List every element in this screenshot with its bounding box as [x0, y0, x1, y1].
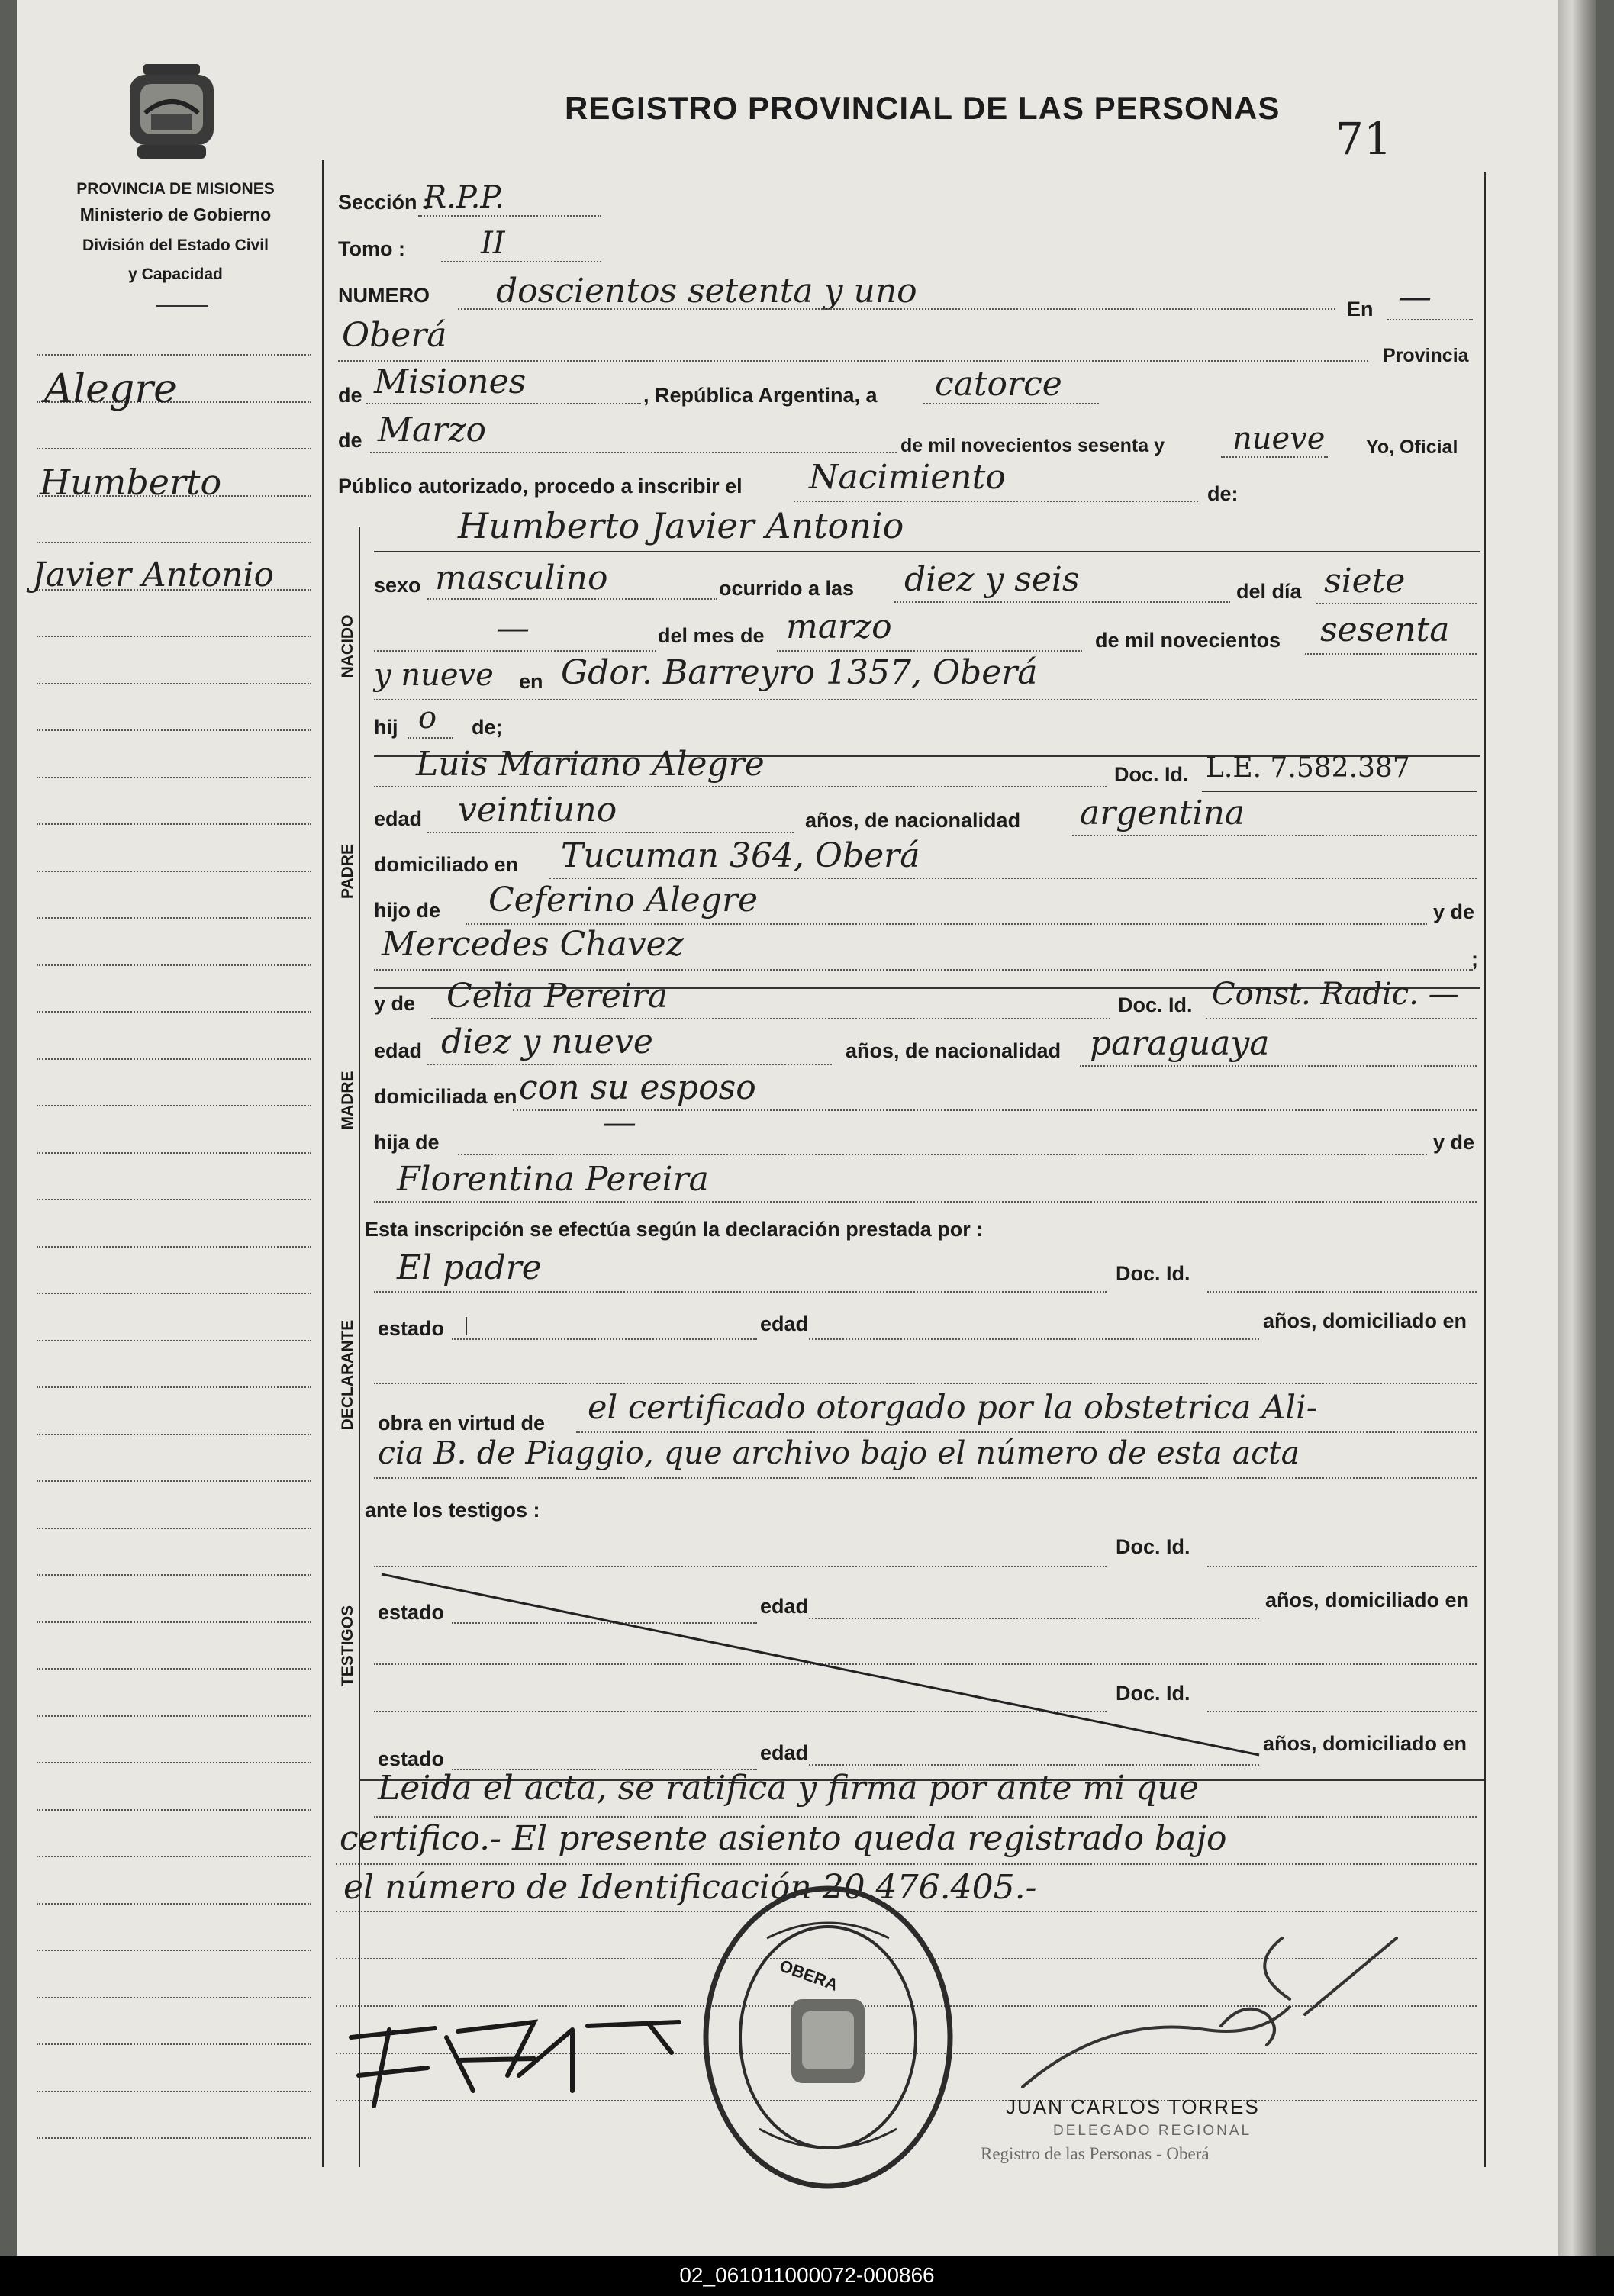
margin-rule-line	[37, 1856, 311, 1857]
fill-line	[1206, 1018, 1477, 1019]
padre-edad-value: veintiuno	[458, 791, 617, 829]
fill-line	[374, 1201, 1477, 1203]
provincia-value: Misiones	[374, 362, 527, 401]
fill-line	[431, 1018, 1110, 1019]
fill-line	[374, 1383, 1477, 1384]
madre-y-de-value: Florentina Pereira	[397, 1160, 709, 1199]
divider	[156, 305, 208, 307]
obra-line-2: cia B. de Piaggio, que archivo bajo el número de esta acta	[378, 1435, 1300, 1471]
fill-line	[1207, 1291, 1477, 1293]
fill-line	[427, 1064, 832, 1065]
fill-line	[549, 878, 1477, 879]
margin-rule-line	[37, 1434, 311, 1435]
numero-label: NUMERO	[338, 284, 430, 307]
madre-nac-value: paraguaya	[1090, 1024, 1270, 1063]
declarante-edad-label: edad	[760, 1312, 809, 1335]
testigo2-doc-label: Doc. Id.	[1116, 1682, 1190, 1705]
fill-line	[374, 1566, 1107, 1567]
margin-rule-line	[37, 448, 311, 449]
side-label-testigos: TESTIGOS	[339, 1605, 356, 1687]
handwritten-signature-left	[343, 1984, 710, 2114]
cierre-line-2: certifico.- El presente asiento queda registrado bajo	[340, 1819, 1227, 1858]
margin-rule-line	[37, 823, 311, 825]
inner-column-rule	[359, 527, 360, 2167]
margin-rule-line	[37, 1340, 311, 1341]
section-rule	[1202, 791, 1477, 792]
madre-edad-label: edad	[374, 1039, 423, 1062]
de-mil-label: de mil novecientos sesenta y	[900, 435, 1165, 456]
obra-label: obra en virtud de	[378, 1412, 546, 1435]
coat-of-arms-icon	[114, 60, 229, 174]
de-month-label: de	[338, 429, 362, 452]
margin-rule-line	[37, 1809, 311, 1811]
fill-line	[366, 403, 641, 404]
del-dia-label: del día	[1236, 580, 1302, 603]
ministry-heading: Ministerio de Gobierno	[79, 204, 272, 224]
tomo-value: II	[481, 226, 505, 261]
margin-rule-line	[37, 1762, 311, 1763]
blank-mark	[466, 1317, 469, 1335]
fill-line	[513, 1109, 1477, 1111]
fill-line	[374, 1291, 1107, 1293]
side-label-nacido: NACIDO	[339, 614, 356, 678]
margin-rule-line	[37, 1246, 311, 1248]
publico-label: Público autorizado, procedo a inscribir el	[338, 475, 743, 498]
fill-line	[1305, 653, 1477, 655]
anio-nac-2-value: y nueve	[374, 658, 494, 693]
fill-line	[374, 650, 656, 652]
fill-line	[408, 737, 453, 739]
margin-rule-line	[37, 1997, 311, 1998]
image-caption-bar	[0, 2256, 1614, 2296]
fill-line	[427, 598, 717, 600]
page-title: REGISTRO PROVINCIAL DE LAS PERSONAS	[565, 90, 1281, 126]
fill-line	[418, 215, 601, 217]
ocurrido-label: ocurrido a las	[719, 577, 855, 600]
madre-hija-de-value: —	[603, 1103, 636, 1142]
sexo-label: sexo	[374, 574, 421, 597]
padre-edad-label: edad	[374, 807, 423, 830]
margin-rule-line	[37, 2043, 311, 2045]
madre-doc-value: Const. Radic. —	[1212, 977, 1459, 1012]
padre-dom-value: Tucuman 364, Oberá	[561, 836, 920, 875]
side-label-padre: PADRE	[339, 844, 356, 899]
madre-hija-label: hija de	[374, 1131, 440, 1154]
declarante-anos-label: años, domiciliado en	[1263, 1309, 1467, 1332]
margin-rule-line	[37, 354, 311, 356]
margin-rule-line	[37, 1386, 311, 1388]
margin-rule-line	[37, 777, 311, 778]
division-heading-line1: División del Estado Civil	[82, 237, 269, 254]
en-label: En	[1347, 298, 1374, 320]
fill-line	[1080, 1065, 1477, 1067]
fill-line	[809, 1338, 1259, 1340]
fill-line	[1316, 603, 1477, 604]
testigo2-estado-label: estado	[378, 1747, 445, 1770]
margin-note-middle-names: Javier Antonio	[32, 555, 275, 594]
margin-rule-line	[37, 1574, 311, 1576]
madre-nombre-value: Celia Pereira	[446, 977, 668, 1016]
margin-rule-line	[37, 1011, 311, 1013]
seccion-value: R.P.P.	[424, 180, 504, 215]
fill-line	[1207, 1566, 1477, 1567]
padre-hijo-de-value: Ceferino Alegre	[488, 881, 759, 919]
mes-nac-value: marzo	[786, 607, 892, 646]
province-heading: PROVINCIA DE MISIONES	[76, 180, 275, 198]
republica-label: , República Argentina, a	[643, 384, 878, 407]
del-mes-label: del mes de	[658, 624, 765, 647]
madre-nac-label: años, de nacionalidad	[846, 1039, 1062, 1062]
testigos-label: ante los testigos :	[365, 1499, 540, 1522]
declarante-doc-label: Doc. Id.	[1116, 1262, 1190, 1285]
en-value: —	[1398, 278, 1432, 317]
obra-line-1: el certificado otorgado por la obstetrica Ali-	[588, 1389, 1318, 1427]
fill-line	[458, 308, 1335, 310]
margin-rule-line	[37, 1199, 311, 1200]
fill-line	[452, 1338, 757, 1340]
margin-rule-line	[37, 542, 311, 543]
fill-line	[441, 261, 601, 262]
margin-rule-line	[37, 871, 311, 872]
de-semi-label: de;	[472, 716, 503, 739]
dia-value: catorce	[935, 365, 1062, 404]
margin-rule-line	[37, 2091, 311, 2092]
margin-rule-line	[37, 1105, 311, 1106]
dash-value: —	[496, 609, 530, 648]
fill-line	[794, 501, 1198, 502]
de-colon-label: de:	[1207, 482, 1239, 505]
fill-line	[336, 1863, 1477, 1865]
declarante-estado-label: estado	[378, 1317, 445, 1340]
lugar-value: Oberá	[342, 316, 447, 355]
side-label-declarante: DECLARANTE	[339, 1319, 356, 1431]
fill-line	[458, 1154, 1427, 1155]
padre-hijo-label: hijo de	[374, 899, 440, 922]
margin-rule-line	[37, 683, 311, 684]
margin-rule-line	[37, 1528, 311, 1529]
anio-nac-1-value: sesenta	[1320, 610, 1450, 649]
padre-nombre-value: Luis Mariano Alegre	[416, 745, 765, 784]
right-border	[1484, 172, 1486, 2167]
signatory-office: Registro de las Personas - Oberá	[981, 2144, 1210, 2163]
testigos-strike-line	[374, 1568, 1267, 1766]
side-label-madre: MADRE	[339, 1071, 356, 1130]
section-rule	[374, 551, 1480, 552]
left-column-rule	[322, 160, 324, 2167]
book-edge	[1558, 0, 1596, 2256]
official-seal-stamp	[691, 1877, 965, 2198]
margin-rule-line	[37, 1058, 311, 1060]
fill-line	[1387, 319, 1473, 320]
fill-line	[923, 403, 1099, 404]
fill-line	[374, 1477, 1477, 1479]
padre-y-de-label: y de	[1433, 900, 1475, 923]
fill-line	[374, 786, 1107, 787]
madre-doc-label: Doc. Id.	[1118, 993, 1193, 1016]
semicolon-mark: ;	[1471, 948, 1478, 971]
margin-rule-line	[37, 636, 311, 637]
testigo1-doc-label: Doc. Id.	[1116, 1535, 1190, 1558]
declarante-value: El padre	[397, 1248, 542, 1287]
padre-doc-label: Doc. Id.	[1114, 763, 1189, 786]
signatory-name: JUAN CARLOS TORRES	[1006, 2095, 1260, 2118]
mes-value: Marzo	[378, 411, 486, 449]
testigo1-anos-label: años, domiciliado en	[1265, 1589, 1470, 1612]
padre-nac-label: años, de nacionalidad	[805, 809, 1021, 832]
margin-rule-line	[37, 2137, 311, 2139]
numero-value: doscientos setenta y uno	[496, 272, 917, 311]
margin-rule-line	[37, 1480, 311, 1482]
padre-doc-value: L.E. 7.582.387	[1206, 752, 1410, 784]
margin-rule-line	[37, 1152, 311, 1154]
image-caption: 02_061011000072-000866	[679, 2263, 935, 2287]
margin-note-first-name: Humberto	[40, 462, 222, 503]
margin-rule-line	[37, 1293, 311, 1294]
yo-oficial-label: Yo, Oficial	[1366, 436, 1458, 458]
margin-rule-line	[37, 1950, 311, 1951]
padre-dom-label: domiciliado en	[374, 853, 519, 876]
fill-line	[427, 832, 794, 833]
margin-rule-line	[37, 1715, 311, 1717]
fill-line	[374, 699, 1477, 700]
fill-line	[374, 969, 1473, 971]
anio-sufijo-value: nueve	[1232, 421, 1326, 456]
margin-rule-line	[37, 917, 311, 919]
hora-value: diez y seis	[904, 560, 1080, 599]
hij-value: o	[418, 700, 437, 736]
margin-note-surname: Alegre	[44, 366, 177, 412]
en-lugar-label: en	[519, 670, 543, 693]
nombre-value: Humberto Javier Antonio	[458, 505, 904, 546]
hij-label: hij	[374, 716, 398, 739]
de-label: de	[338, 384, 362, 407]
testigo1-edad-label: edad	[760, 1595, 809, 1618]
fill-line	[894, 601, 1230, 603]
testigo2-edad-label: edad	[760, 1741, 809, 1764]
signatory-role: DELEGADO REGIONAL	[1053, 2123, 1252, 2139]
tomo-label: Tomo :	[338, 237, 405, 260]
margin-rule-line	[37, 729, 311, 731]
seal-city: OBERA	[777, 1956, 841, 1995]
provincia-label: Provincia	[1383, 345, 1469, 366]
dia-nac-value: siete	[1324, 562, 1406, 601]
madre-dom-value: con su esposo	[519, 1068, 756, 1107]
handwritten-signature-right	[1015, 1923, 1412, 2106]
madre-edad-value: diez y nueve	[441, 1022, 653, 1061]
fill-line	[1072, 835, 1477, 836]
madre-dom-label: domiciliada en	[374, 1085, 517, 1108]
division-heading-line2: y Capacidad	[128, 266, 223, 283]
sexo-value: masculino	[435, 559, 608, 597]
seccion-label: Sección :	[338, 191, 430, 214]
cierre-line-3: el número de Identificación 20.476.405.-	[343, 1868, 1037, 1907]
fill-line	[338, 360, 1368, 362]
domicilio-nac-value: Gdor. Barreyro 1357, Oberá	[561, 653, 1038, 692]
fill-line	[370, 452, 897, 453]
fill-line	[576, 1431, 1477, 1433]
acto-value: Nacimiento	[809, 458, 1006, 497]
cierre-line-1: Leida el acta, se ratifica y firma por ante mi que	[378, 1769, 1199, 1808]
margin-rule-line	[37, 1621, 311, 1623]
de-mil-nov-label: de mil novecientos	[1095, 629, 1281, 652]
testigo1-estado-label: estado	[378, 1601, 445, 1624]
madre-y-de-2-label: y de	[1433, 1131, 1475, 1154]
inscripcion-label: Esta inscripción se efectúa según la declaración prestada por :	[365, 1218, 984, 1241]
fill-line	[374, 1816, 1477, 1818]
madre-y-de-label: y de	[374, 992, 416, 1015]
page-number: 71	[1335, 113, 1392, 165]
margin-rule-line	[37, 964, 311, 966]
margin-rule-line	[37, 1903, 311, 1905]
margin-rule-line	[37, 1668, 311, 1670]
testigo2-anos-label: años, domiciliado en	[1263, 1732, 1467, 1755]
fill-line	[777, 650, 1082, 652]
padre-nac-value: argentina	[1080, 794, 1245, 832]
padre-y-de-value: Mercedes Chavez	[382, 925, 684, 964]
fill-line	[1221, 456, 1328, 458]
